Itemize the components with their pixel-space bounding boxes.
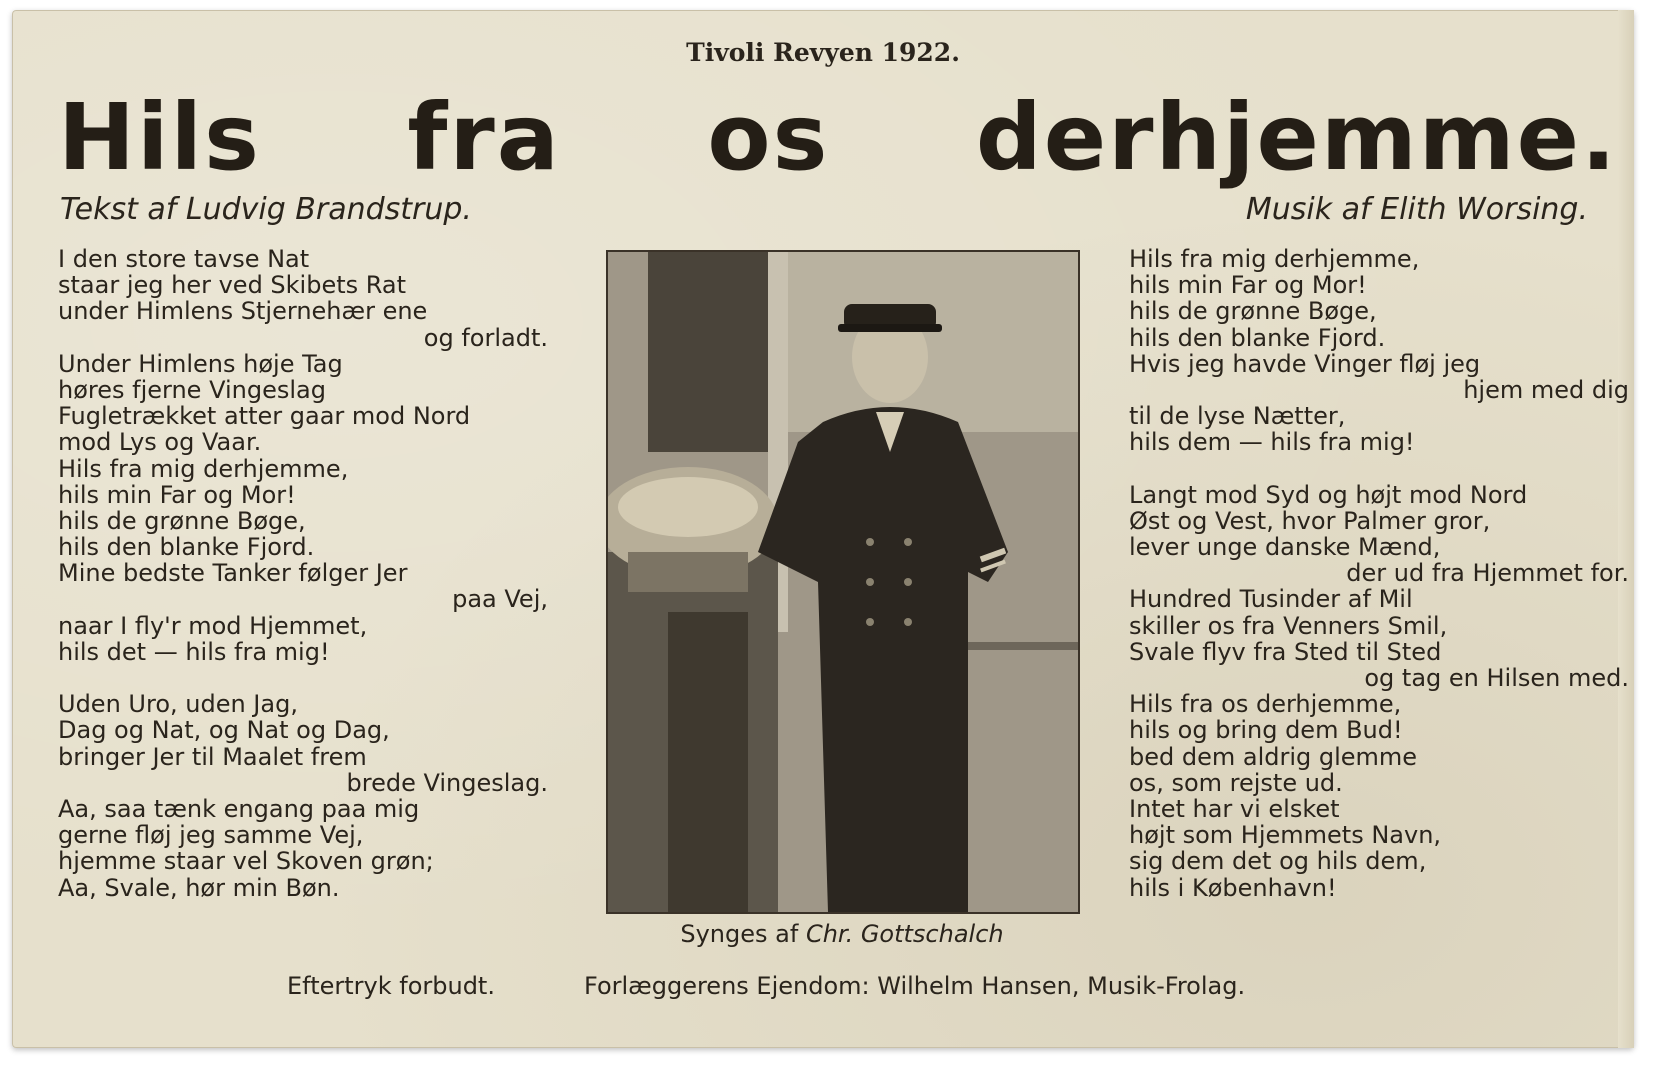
verse-line: brede Vingeslag. [346, 768, 548, 797]
verse-line [58, 665, 548, 691]
verse-line: Hvis jeg havde Vinger fløj jeg [1129, 349, 1481, 378]
verse-line: hils den blanke Fjord. [1129, 323, 1386, 352]
verse-line: Mine bedste Tanker følger Jer [58, 559, 408, 588]
title-word: Hils [58, 84, 261, 191]
verse-line: under Himlens Stjernehær ene [58, 297, 428, 326]
verse-line: Under Himlens høje Tag [58, 349, 343, 378]
publisher-notice: Forlæggerens Ejendom: Wilhelm Hansen, Musik-Frolag. [584, 972, 1246, 1000]
verse-line: paa Vej, [452, 585, 548, 614]
verse-line: I den store tavse Nat [58, 245, 310, 273]
verse-line: og tag en Hilsen med. [1364, 664, 1629, 692]
verse-line: Svale flyv fra Sted til Sted [1129, 637, 1442, 666]
title-word: fra [407, 84, 561, 191]
verse-line: hils de grønne Bøge, [58, 506, 306, 535]
postcard [12, 10, 1634, 1048]
verse-line: Uden Uro, uden Jag, [58, 690, 298, 719]
verse-line: hils det — hils fra mig! [58, 637, 330, 666]
verse-line: der ud fra Hjemmet for. [1346, 559, 1629, 588]
verse-line: hils de grønne Bøge, [1129, 297, 1377, 326]
verse-line: Hils fra mig derhjemme, [1129, 245, 1420, 273]
verse-line: bringer Jer til Maalet frem [58, 742, 367, 771]
verse-line: højt som Hjemmets Navn, [1129, 821, 1442, 850]
right-verse-column [1129, 246, 1629, 901]
verse-line: gerne fløj jeg samme Vej, [58, 821, 364, 850]
verse-line: hils dem — hils fra mig! [1129, 428, 1415, 457]
verse-line: Dag og Nat, og Nat og Dag, [58, 716, 390, 745]
verse-line: Intet har vi elsket [1129, 794, 1340, 823]
verse-line: Hils fra os derhjemme, [1129, 690, 1402, 719]
verse-line: sig dem det og hils dem, [1129, 847, 1427, 876]
lyricist-credit: Tekst af Ludvig Brandstrup. [60, 192, 472, 227]
verse-line: hils min Far og Mor! [58, 480, 296, 509]
verse-line: lever unge danske Mænd, [1129, 533, 1441, 562]
verse-line: høres fjerne Vingeslag [58, 375, 326, 404]
copyright-notice: Eftertryk forbudt. [287, 972, 495, 1000]
verse-line: naar I fly'r mod Hjemmet, [58, 611, 368, 640]
verse-line: Aa, saa tænk engang paa mig [58, 794, 420, 823]
verse-line: skiller os fra Venners Smil, [1129, 611, 1448, 640]
verse-line: hils og bring dem Bud! [1129, 716, 1403, 745]
verse-line: os, som rejste ud. [1129, 768, 1343, 797]
song-title [58, 84, 1618, 191]
verse-line: Øst og Vest, hvor Palmer gror, [1129, 506, 1491, 535]
verse-line: mod Lys og Vaar. [58, 428, 262, 457]
left-verse-column [58, 246, 548, 901]
photo-caption [572, 920, 1112, 948]
singer-photograph [606, 250, 1080, 914]
verse-line: hils min Far og Mor! [1129, 271, 1367, 300]
title-word: derhjemme. [975, 84, 1618, 191]
photo-illustration [608, 252, 1078, 912]
verse-line: Fugletrækket atter gaar mod Nord [58, 402, 471, 431]
verse-line: Langt mod Syd og højt mod Nord [1129, 480, 1528, 509]
verse-line: og forladt. [423, 323, 548, 352]
verse-line: Hundred Tusinder af Mil [1129, 585, 1413, 614]
revue-heading: Tivoli Revyen 1922. [686, 38, 960, 67]
verse-line: hjem med dig [1463, 375, 1629, 404]
singer-name: Chr. Gottschalch [805, 920, 1004, 948]
title-word: os [707, 84, 830, 191]
composer-credit: Musik af Elith Worsing. [1245, 192, 1588, 227]
verse-line: staar jeg her ved Skibets Rat [58, 271, 407, 300]
verse-line: bed dem aldrig glemme [1129, 742, 1418, 771]
caption-prefix: Synges af [680, 920, 799, 948]
verse-line: hils i København! [1129, 873, 1337, 902]
verse-line: hils den blanke Fjord. [58, 533, 315, 562]
verse-line: Hils fra mig derhjemme, [58, 454, 349, 483]
verse-line: hjemme staar vel Skoven grøn; [58, 847, 434, 876]
verse-line [1129, 456, 1629, 482]
verse-line: Aa, Svale, hør min Bøn. [58, 873, 340, 902]
verse-line: til de lyse Nætter, [1129, 402, 1346, 431]
